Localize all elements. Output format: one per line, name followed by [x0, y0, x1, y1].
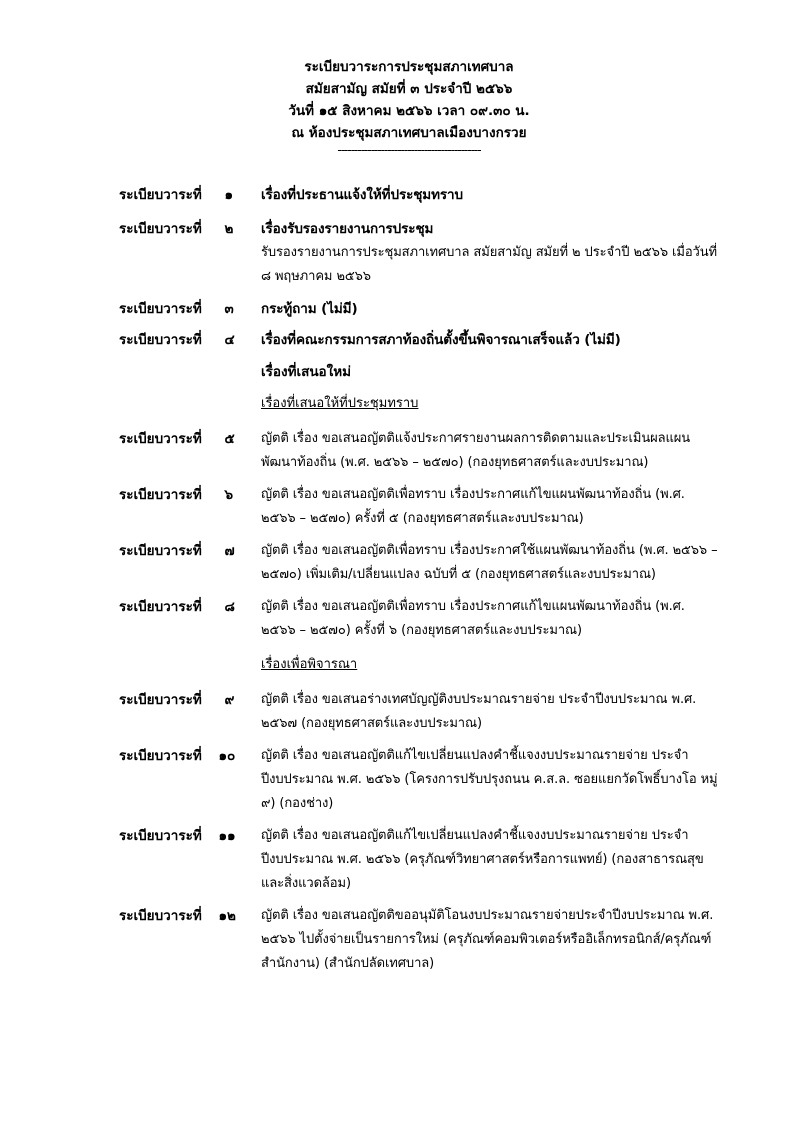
agenda-item-number: ๑๑	[218, 828, 236, 844]
agenda-item-text: ญัตติ เรื่อง ขอเสนอญัตติแก้ไขเปลี่ยนแปลงคำชี้แจงงบประมาณรายจ่าย ประจำปีงบประมาณ พ.ศ. ๒๕๖๖ (ครุภัณฑ์วิทยาศาสตร์หรือการแพทย์) (กองสาธารณสุขและสิ่งแวดล้อม)	[261, 828, 704, 891]
agenda-item-label	[119, 183, 261, 207]
agenda-item-label	[119, 297, 261, 321]
agenda-item-detail: รับรองรายงานการประชุมสภาเทศบาล สมัยสามัญ สมัยที่ ๒ ประจำปี ๒๕๖๖ เมื่อวันที่ ๘ พฤษภาคม ๒๕๖๖	[261, 245, 717, 284]
agenda-item	[119, 824, 719, 896]
section-heading-new-matters: เรื่องที่เสนอใหม่	[261, 364, 352, 380]
agenda-item-label	[119, 539, 261, 563]
agenda-item-text: ญัตติ เรื่อง ขอเสนอร่างเทศบัญญัติงบประมาณรายจ่าย ประจำปีงบประมาณ พ.ศ. ๒๕๖๗ (กองยุทธศาสตร์และงบประมาณ)	[261, 692, 697, 731]
agenda-item-label	[119, 427, 261, 451]
agenda-item-title: เรื่องที่คณะกรรมการสภาท้องถิ่นตั้งขึ้นพิจารณาเสร็จแล้ว (ไม่มี)	[261, 332, 621, 348]
agenda-item-number: ๔	[224, 332, 235, 348]
agenda-item-label	[119, 744, 261, 768]
agenda-item-text: ญัตติ เรื่อง ขอเสนอญัตติเพื่อทราบ เรื่องประกาศแก้ไขแผนพัฒนาท้องถิ่น (พ.ศ. ๒๕๖๖ – ๒๕๗๐) ครั้งที่ ๕ (กองยุทธศาสตร์และงบประมาณ)	[261, 487, 685, 526]
agenda-item-number: ๒	[224, 221, 234, 237]
agenda-item-number: ๗	[224, 543, 235, 559]
agenda-item	[119, 744, 719, 816]
agenda-label-text: ระเบียบวาระที่	[119, 748, 202, 764]
agenda-item	[119, 183, 719, 207]
section-heading-for-information: เรื่องที่เสนอให้ที่ประชุมทราบ	[261, 396, 419, 411]
agenda-item-label	[119, 824, 261, 848]
agenda-item-number: ๓	[224, 301, 234, 317]
header-title: ระเบียบวาระการประชุมสภาเทศบาล	[304, 59, 514, 75]
agenda-item	[119, 539, 719, 587]
agenda-item	[119, 217, 719, 289]
agenda-item-label	[119, 217, 261, 241]
agenda-item	[119, 688, 719, 736]
agenda-item-number: ๑๐	[218, 748, 236, 764]
agenda-item-label	[119, 595, 261, 619]
agenda-item-number: ๖	[224, 487, 234, 503]
agenda-item-text: ญัตติ เรื่อง ขอเสนอญัตติขออนุมัติโอนงบประมาณรายจ่ายประจำปีงบประมาณ พ.ศ. ๒๕๖๖ ไปตั้งจ่ายเป็นรายการใหม่ (ครุภัณฑ์คอมพิวเตอร์หรืออิเล็กทรอนิกส์/ครุภัณฑ์สำนักงาน) (สำนักปลัดเทศบาล)	[261, 908, 714, 971]
agenda-item-label	[119, 904, 261, 928]
agenda-header	[0, 56, 794, 156]
agenda-label-text: ระเบียบวาระที่	[119, 332, 202, 348]
agenda-item-body	[261, 217, 719, 289]
agenda-item-title: กระทู้ถาม (ไม่มี)	[261, 301, 358, 317]
agenda-item	[119, 904, 719, 976]
header-datetime: วันที่ ๑๕ สิงหาคม ๒๕๖๖ เวลา ๐๙.๓๐ น.	[288, 103, 530, 119]
agenda-item-number: ๘	[224, 599, 235, 615]
agenda-list	[119, 183, 719, 976]
agenda-item-text: ญัตติ เรื่อง ขอเสนอญัตติแก้ไขเปลี่ยนแปลงคำชี้แจงงบประมาณรายจ่าย ประจำปีงบประมาณ พ.ศ. ๒๕๖๖ (โครงการปรับปรุงถนน ค.ส.ล. ซอยแยกวัดโพธิ์บางโอ หมู่ ๙) (กองช่าง)	[261, 748, 718, 811]
agenda-item-text: ญัตติ เรื่อง ขอเสนอญัตติเพื่อทราบ เรื่องประกาศใช้แผนพัฒนาท้องถิ่น (พ.ศ. ๒๕๖๖ – ๒๕๗๐) เพิ่มเติม/เปลี่ยนแปลง ฉบับที่ ๕ (กองยุทธศาสตร์และงบประมาณ)	[261, 543, 718, 582]
agenda-item-title: เรื่องรับรองรายงานการประชุม	[261, 221, 434, 237]
header-separator: -------------------------------------------	[337, 143, 481, 157]
agenda-label-text: ระเบียบวาระที่	[119, 301, 202, 317]
agenda-label-text: ระเบียบวาระที่	[119, 487, 202, 503]
agenda-label-text: ระเบียบวาระที่	[119, 187, 202, 203]
section-heading-for-consideration: เรื่องเพื่อพิจารณา	[261, 657, 358, 672]
agenda-item-number: ๙	[224, 692, 235, 708]
agenda-item	[119, 483, 719, 531]
agenda-label-text: ระเบียบวาระที่	[119, 599, 202, 615]
agenda-item-label	[119, 483, 261, 507]
agenda-label-text: ระเบียบวาระที่	[119, 543, 202, 559]
agenda-label-text: ระเบียบวาระที่	[119, 692, 202, 708]
agenda-item-text: ญัตติ เรื่อง ขอเสนอญัตติเพื่อทราบ เรื่องประกาศแก้ไขแผนพัฒนาท้องถิ่น (พ.ศ. ๒๕๖๖ – ๒๕๗๐) ครั้งที่ ๖ (กองยุทธศาสตร์และงบประมาณ)	[261, 599, 685, 638]
agenda-label-text: ระเบียบวาระที่	[119, 431, 202, 447]
agenda-label-text: ระเบียบวาระที่	[119, 908, 202, 924]
agenda-item-number: ๕	[224, 431, 235, 447]
agenda-item	[119, 297, 719, 321]
agenda-label-text: ระเบียบวาระที่	[119, 828, 202, 844]
agenda-item-label	[119, 688, 261, 712]
agenda-item-number: ๑๒	[218, 908, 236, 924]
agenda-item-number: ๑	[224, 187, 234, 203]
agenda-item	[119, 595, 719, 643]
agenda-item	[119, 427, 719, 475]
header-session: สมัยสามัญ สมัยที่ ๓ ประจำปี ๒๕๖๖	[305, 81, 513, 97]
agenda-item-title: เรื่องที่ประธานแจ้งให้ที่ประชุมทราบ	[261, 187, 464, 203]
header-venue: ณ ห้องประชุมสภาเทศบาลเมืองบางกรวย	[291, 125, 527, 141]
agenda-label-text: ระเบียบวาระที่	[119, 221, 202, 237]
agenda-item-text: ญัตติ เรื่อง ขอเสนอญัตติแจ้งประกาศรายงานผลการติดตามและประเมินผลแผนพัฒนาท้องถิ่น (พ.ศ. ๒๕๖๖ – ๒๕๗๐) (กองยุทธศาสตร์และงบประมาณ)	[261, 431, 691, 470]
agenda-item	[119, 328, 719, 352]
agenda-item-label	[119, 328, 261, 352]
